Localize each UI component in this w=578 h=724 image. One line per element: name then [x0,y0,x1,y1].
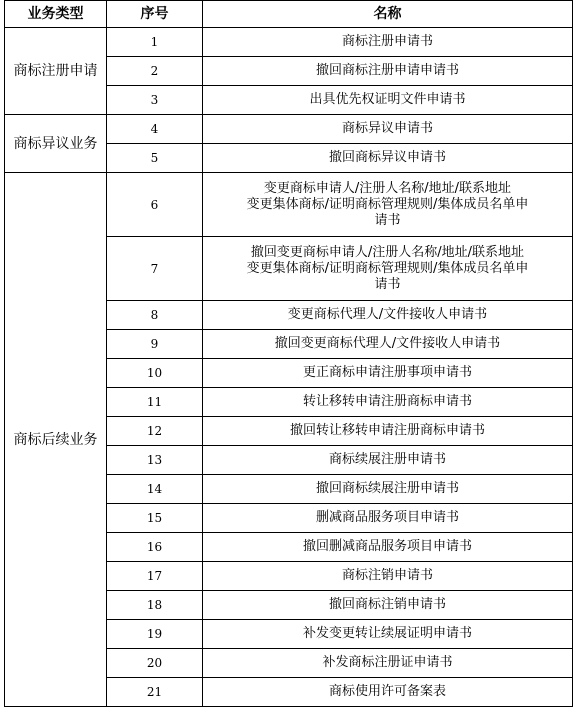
document-name-cell [203,173,573,237]
serial-number-cell: 13 [107,446,203,475]
serial-number-cell: 19 [107,620,203,649]
document-name-line: 变更集体商标/证明商标管理规则/集体成员名单申 [246,260,529,276]
serial-number-cell: 16 [107,533,203,562]
document-name-line: 更正商标申请注册事项申请书 [302,365,472,380]
serial-number-cell: 17 [107,562,203,591]
trademark-business-table [4,0,573,707]
document-name-cell [203,562,573,591]
document-name-cell [203,144,573,173]
serial-number-cell: 7 [107,237,203,301]
document-name-cell [203,649,573,678]
document-name-line: 出具优先权证明文件申请书 [309,92,466,107]
document-name-cell [203,237,573,301]
table-body [5,28,573,707]
table-row [5,115,573,144]
serial-number-cell: 5 [107,144,203,173]
document-name-line: 撤回商标续展注册申请书 [315,481,459,496]
document-name-line: 撤回变更商标代理人/文件接收人申请书 [274,336,501,351]
document-name-line: 商标注销申请书 [341,568,433,583]
table-row [5,28,573,57]
document-name-line: 撤回商标注册申请申请书 [315,63,459,78]
document-name-cell [203,330,573,359]
document-name-line: 请书 [374,212,401,228]
serial-number-cell: 12 [107,417,203,446]
header-business-type: 业务类型 [5,1,107,28]
serial-number-cell: 20 [107,649,203,678]
document-name-cell [203,678,573,707]
serial-number-cell: 14 [107,475,203,504]
serial-number-cell: 21 [107,678,203,707]
document-name-line: 撤回变更商标申请人/注册人名称/地址/联系地址 [250,244,525,260]
serial-number-cell: 1 [107,28,203,57]
serial-number-cell: 6 [107,173,203,237]
document-name-cell [203,475,573,504]
serial-number-cell: 15 [107,504,203,533]
serial-number-cell: 11 [107,388,203,417]
document-name-cell [203,504,573,533]
serial-number-cell: 3 [107,86,203,115]
document-name-cell [203,115,573,144]
document-name-cell [203,620,573,649]
serial-number-cell: 9 [107,330,203,359]
document-name-line: 撤回商标异议申请书 [328,150,446,165]
document-name-line: 变更商标代理人/文件接收人申请书 [287,307,488,322]
serial-number-cell: 18 [107,591,203,620]
category-cell: 商标注册申请 [5,28,107,115]
header-row [5,1,573,28]
serial-number-cell: 2 [107,57,203,86]
document-name-cell [203,301,573,330]
document-name-line: 商标使用许可备案表 [328,684,446,699]
serial-number-cell: 10 [107,359,203,388]
document-name-cell [203,388,573,417]
table-row [5,173,573,237]
document-name-line: 撤回转让移转申请注册商标申请书 [289,423,485,438]
document-name-line: 商标注册申请书 [341,34,433,49]
document-name-line: 请书 [374,276,401,292]
document-name-cell [203,28,573,57]
document-name-cell [203,446,573,475]
document-name-line: 变更集体商标/证明商标管理规则/集体成员名单申 [246,196,529,212]
document-name-line: 转让移转申请注册商标申请书 [302,394,472,409]
document-name-cell [203,359,573,388]
document-name-line: 补发商标注册证申请书 [322,655,453,670]
document-name-line: 撤回商标注销申请书 [328,597,446,612]
document-name-line: 变更商标申请人/注册人名称/地址/联系地址 [263,180,512,196]
document-name-line: 删减商品服务项目申请书 [315,510,459,525]
document-name-line: 补发变更转让续展证明申请书 [302,626,472,641]
document-name-line: 撤回删减商品服务项目申请书 [302,539,472,554]
document-name-line: 商标续展注册申请书 [328,452,446,467]
document-name-cell [203,57,573,86]
document-name-cell [203,86,573,115]
table-wrapper [4,0,573,707]
category-cell: 商标异议业务 [5,115,107,173]
document-name-line: 商标异议申请书 [341,121,433,136]
document-name-cell [203,591,573,620]
header-serial-number: 序号 [107,1,203,28]
document-name-cell [203,533,573,562]
header-name: 名称 [203,1,573,28]
serial-number-cell: 4 [107,115,203,144]
category-cell: 商标后续业务 [5,173,107,707]
document-name-cell [203,417,573,446]
serial-number-cell: 8 [107,301,203,330]
